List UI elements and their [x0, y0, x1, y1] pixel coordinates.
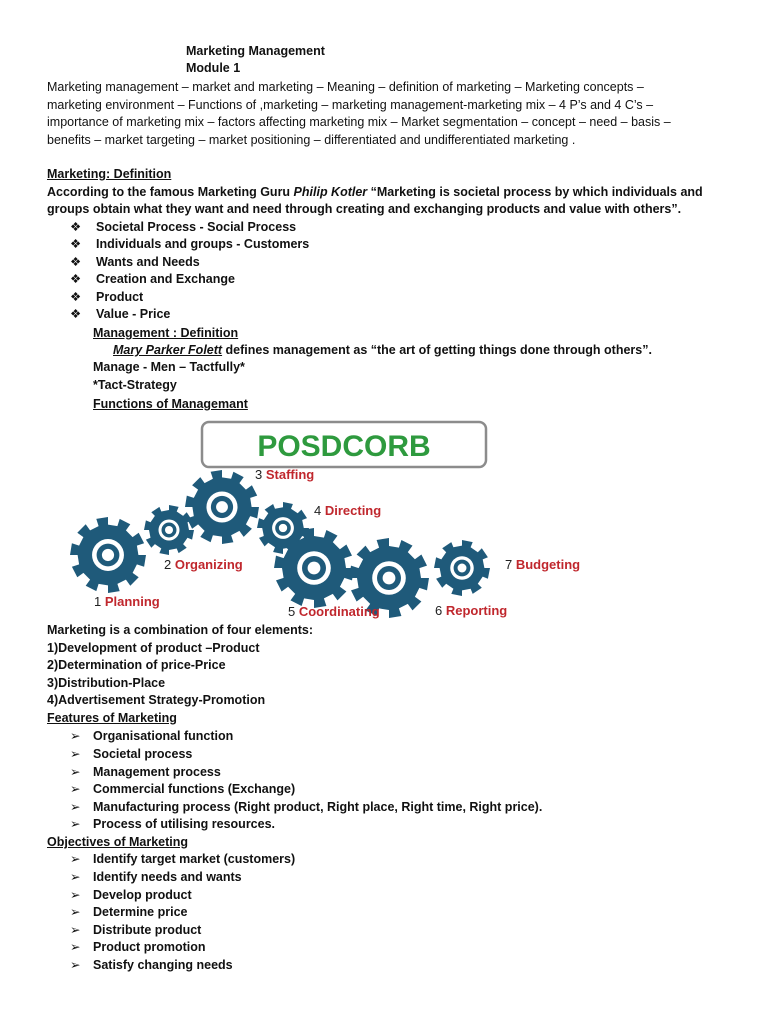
syllabus-line: Marketing management – market and marketing – Meaning – definition of marketing – Marketing concepts – — [47, 80, 644, 94]
arrow-bullet-icon: ➢ — [70, 729, 81, 743]
arrow-bullet-icon: ➢ — [70, 888, 81, 902]
arrow-bullet-icon: ➢ — [70, 940, 81, 954]
reporting-label: 6 Reporting — [435, 603, 508, 618]
diamond-bullet-icon: ❖ — [70, 272, 82, 286]
module-label: Module 1 — [186, 61, 241, 75]
arrow-bullet-icon: ➢ — [70, 800, 81, 814]
management-definition-heading: Management : Definition — [93, 326, 239, 340]
syllabus-line: importance of marketing mix – factors affecting marketing mix – Market segmentation – concept – need – basis – — [47, 115, 671, 129]
arrow-bullet-icon: ➢ — [70, 747, 81, 761]
posdcorb-diagram — [60, 418, 620, 623]
syllabus-line: benefits – market targeting – market positioning – differentiated and undifferentiated marketing . — [47, 133, 576, 147]
coordinating-label: 5 Coordinating — [288, 604, 380, 619]
arrow-bullet-icon: ➢ — [70, 905, 81, 919]
tact-strategy-line: *Tact-Strategy — [93, 378, 177, 392]
arrow-bullet-icon: ➢ — [70, 923, 81, 937]
document-title: Marketing Management — [186, 44, 325, 58]
directing-label: 4 Directing — [314, 503, 382, 518]
arrow-bullet-icon: ➢ — [70, 782, 81, 796]
staffing-label: 3 Staffing — [255, 467, 315, 482]
planning-gear-icon — [70, 517, 146, 593]
arrow-bullet-icon: ➢ — [70, 958, 81, 972]
list-item: 2)Determination of price-Price — [47, 658, 226, 672]
list-item: 4)Advertisement Strategy-Promotion — [47, 693, 266, 707]
marketing-definition-heading: Marketing: Definition — [47, 167, 172, 181]
diamond-bullet-icon: ❖ — [70, 237, 82, 251]
features-heading: Features of Marketing — [47, 711, 177, 725]
posdcorb-title: POSDCORB — [257, 430, 431, 463]
arrow-bullet-icon: ➢ — [70, 870, 81, 884]
arrow-bullet-icon: ➢ — [70, 765, 81, 779]
folett-name: Mary Parker Folett — [113, 343, 223, 357]
kotler-definition-line-2: groups obtain what they want and need through creating and exchanging products and value with others”. — [47, 202, 682, 216]
diamond-bullet-icon: ❖ — [70, 307, 82, 321]
arrow-bullet-icon: ➢ — [70, 817, 81, 831]
budgeting-gear-icon — [434, 540, 490, 596]
diamond-bullet-icon: ❖ — [70, 290, 82, 304]
small-gear-icon — [144, 505, 194, 555]
syllabus-line: marketing environment – Functions of ,marketing – marketing management-marketing mix – 4 P’s and 4 C’s – — [47, 98, 654, 112]
organizing-label: 2 Organizing — [164, 557, 243, 572]
list-item: 1)Development of product –Product — [47, 641, 260, 655]
diamond-bullet-icon: ❖ — [70, 255, 82, 269]
folett-definition-line: Mary Parker Folett defines management as “the art of getting things done through others”. — [113, 343, 652, 357]
list-item: 3)Distribution-Place — [47, 676, 166, 690]
staffing-gear-icon — [185, 470, 259, 544]
kotler-name: Philip Kotler — [293, 185, 368, 199]
budgeting-label: 7 Budgeting — [505, 557, 581, 572]
objectives-heading: Objectives of Marketing — [47, 835, 189, 849]
arrow-bullet-icon: ➢ — [70, 852, 81, 866]
kotler-definition-line: According to the famous Marketing Guru Philip Kotler “Marketing is societal process by which individuals and — [47, 185, 703, 199]
manage-line: Manage - Men – Tactfully* — [93, 360, 245, 374]
functions-heading: Functions of Managemant — [93, 397, 248, 411]
diamond-bullet-icon: ❖ — [70, 220, 82, 234]
planning-label: 1 Planning — [94, 594, 160, 609]
four-elements-intro: Marketing is a combination of four elements: — [47, 623, 314, 637]
